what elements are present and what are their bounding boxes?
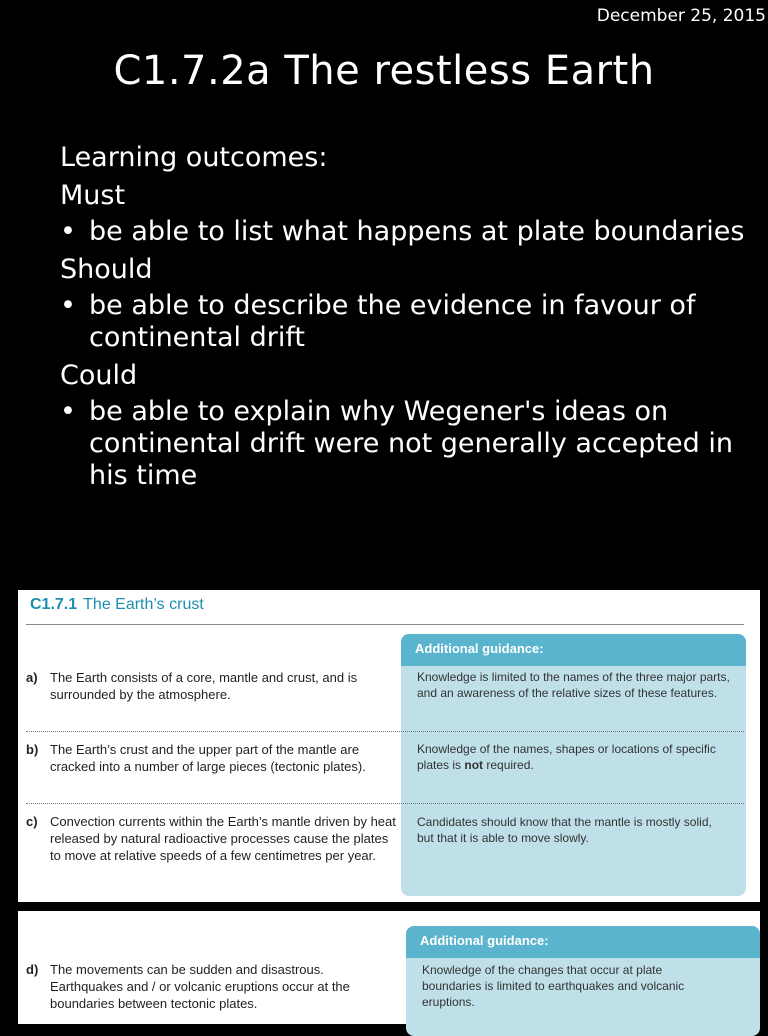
guidance-text-d: Knowledge of the changes that occur at plate boundaries is limited to earthquakes and volcanic eruptions. [422, 963, 685, 1009]
guidance-bold-word: not [464, 758, 484, 772]
row-label: a) [26, 670, 38, 685]
row-label: b) [26, 742, 39, 757]
row-text: Convection currents within the Earth’s mantle driven by heat released by natural radioactive processes cause the plates to move at relative speeds of a few centimetres per year. [50, 814, 396, 863]
spec-row-c [26, 813, 396, 864]
guidance-heading: Additional guidance: [406, 926, 760, 958]
guidance-text-b [417, 741, 717, 773]
could-item [60, 396, 750, 492]
could-item-text: be able to explain why Wegener's ideas on continental drift were not generally accepted in his time [89, 396, 733, 491]
should-label: Should [60, 254, 153, 285]
spec-code: C1.7.1 [30, 596, 78, 613]
row-text: The Earth’s crust and the upper part of the mantle are cracked into a number of large pieces (tectonic plates). [50, 742, 366, 774]
outcomes-heading: Learning outcomes: [60, 142, 328, 173]
bullet-icon: • [60, 290, 76, 321]
must-label: Must [60, 180, 126, 211]
spec-title-text: The Earth’s crust [83, 596, 204, 613]
spec-panel-earths-crust [18, 590, 760, 902]
spec-row-a [26, 669, 396, 703]
learning-outcomes [60, 142, 750, 496]
row-text: The movements can be sudden and disastrous. Earthquakes and / or volcanic eruptions occur at the boundaries between tectonic plates. [50, 962, 350, 1011]
should-item [60, 290, 750, 354]
guidance-text-c: Candidates should know that the mantle is mostly solid, but that it is able to move slowly. [417, 815, 712, 845]
row-divider [26, 803, 744, 804]
spec-title [30, 596, 204, 614]
title-rule [26, 624, 744, 625]
spec-row-d [26, 961, 376, 1012]
could-label: Could [60, 360, 138, 391]
spec-row-b [26, 741, 396, 775]
must-item-text: be able to list what happens at plate boundaries [89, 216, 745, 247]
guidance-text-part: Knowledge of the names, shapes or locations of specific plates is [417, 742, 716, 772]
guidance-text-a: Knowledge is limited to the names of the three major parts, and an awareness of the relative sizes of these features. [417, 670, 730, 700]
bullet-icon: • [60, 396, 76, 427]
guidance-text-part: required. [483, 758, 534, 772]
row-label: d) [26, 962, 39, 977]
slide-title: C1.7.2a The restless Earth [113, 48, 655, 94]
row-label: c) [26, 814, 38, 829]
bullet-icon: • [60, 216, 76, 247]
guidance-heading: Additional guidance: [401, 634, 746, 666]
slide-date: December 25, 2015 [596, 6, 766, 26]
row-divider [26, 731, 744, 732]
should-item-text: be able to describe the evidence in favour of continental drift [89, 290, 696, 353]
must-item [60, 216, 750, 248]
spec-panel-plate-movements [18, 911, 760, 1024]
row-text: The Earth consists of a core, mantle and crust, and is surrounded by the atmosphere. [50, 670, 358, 702]
